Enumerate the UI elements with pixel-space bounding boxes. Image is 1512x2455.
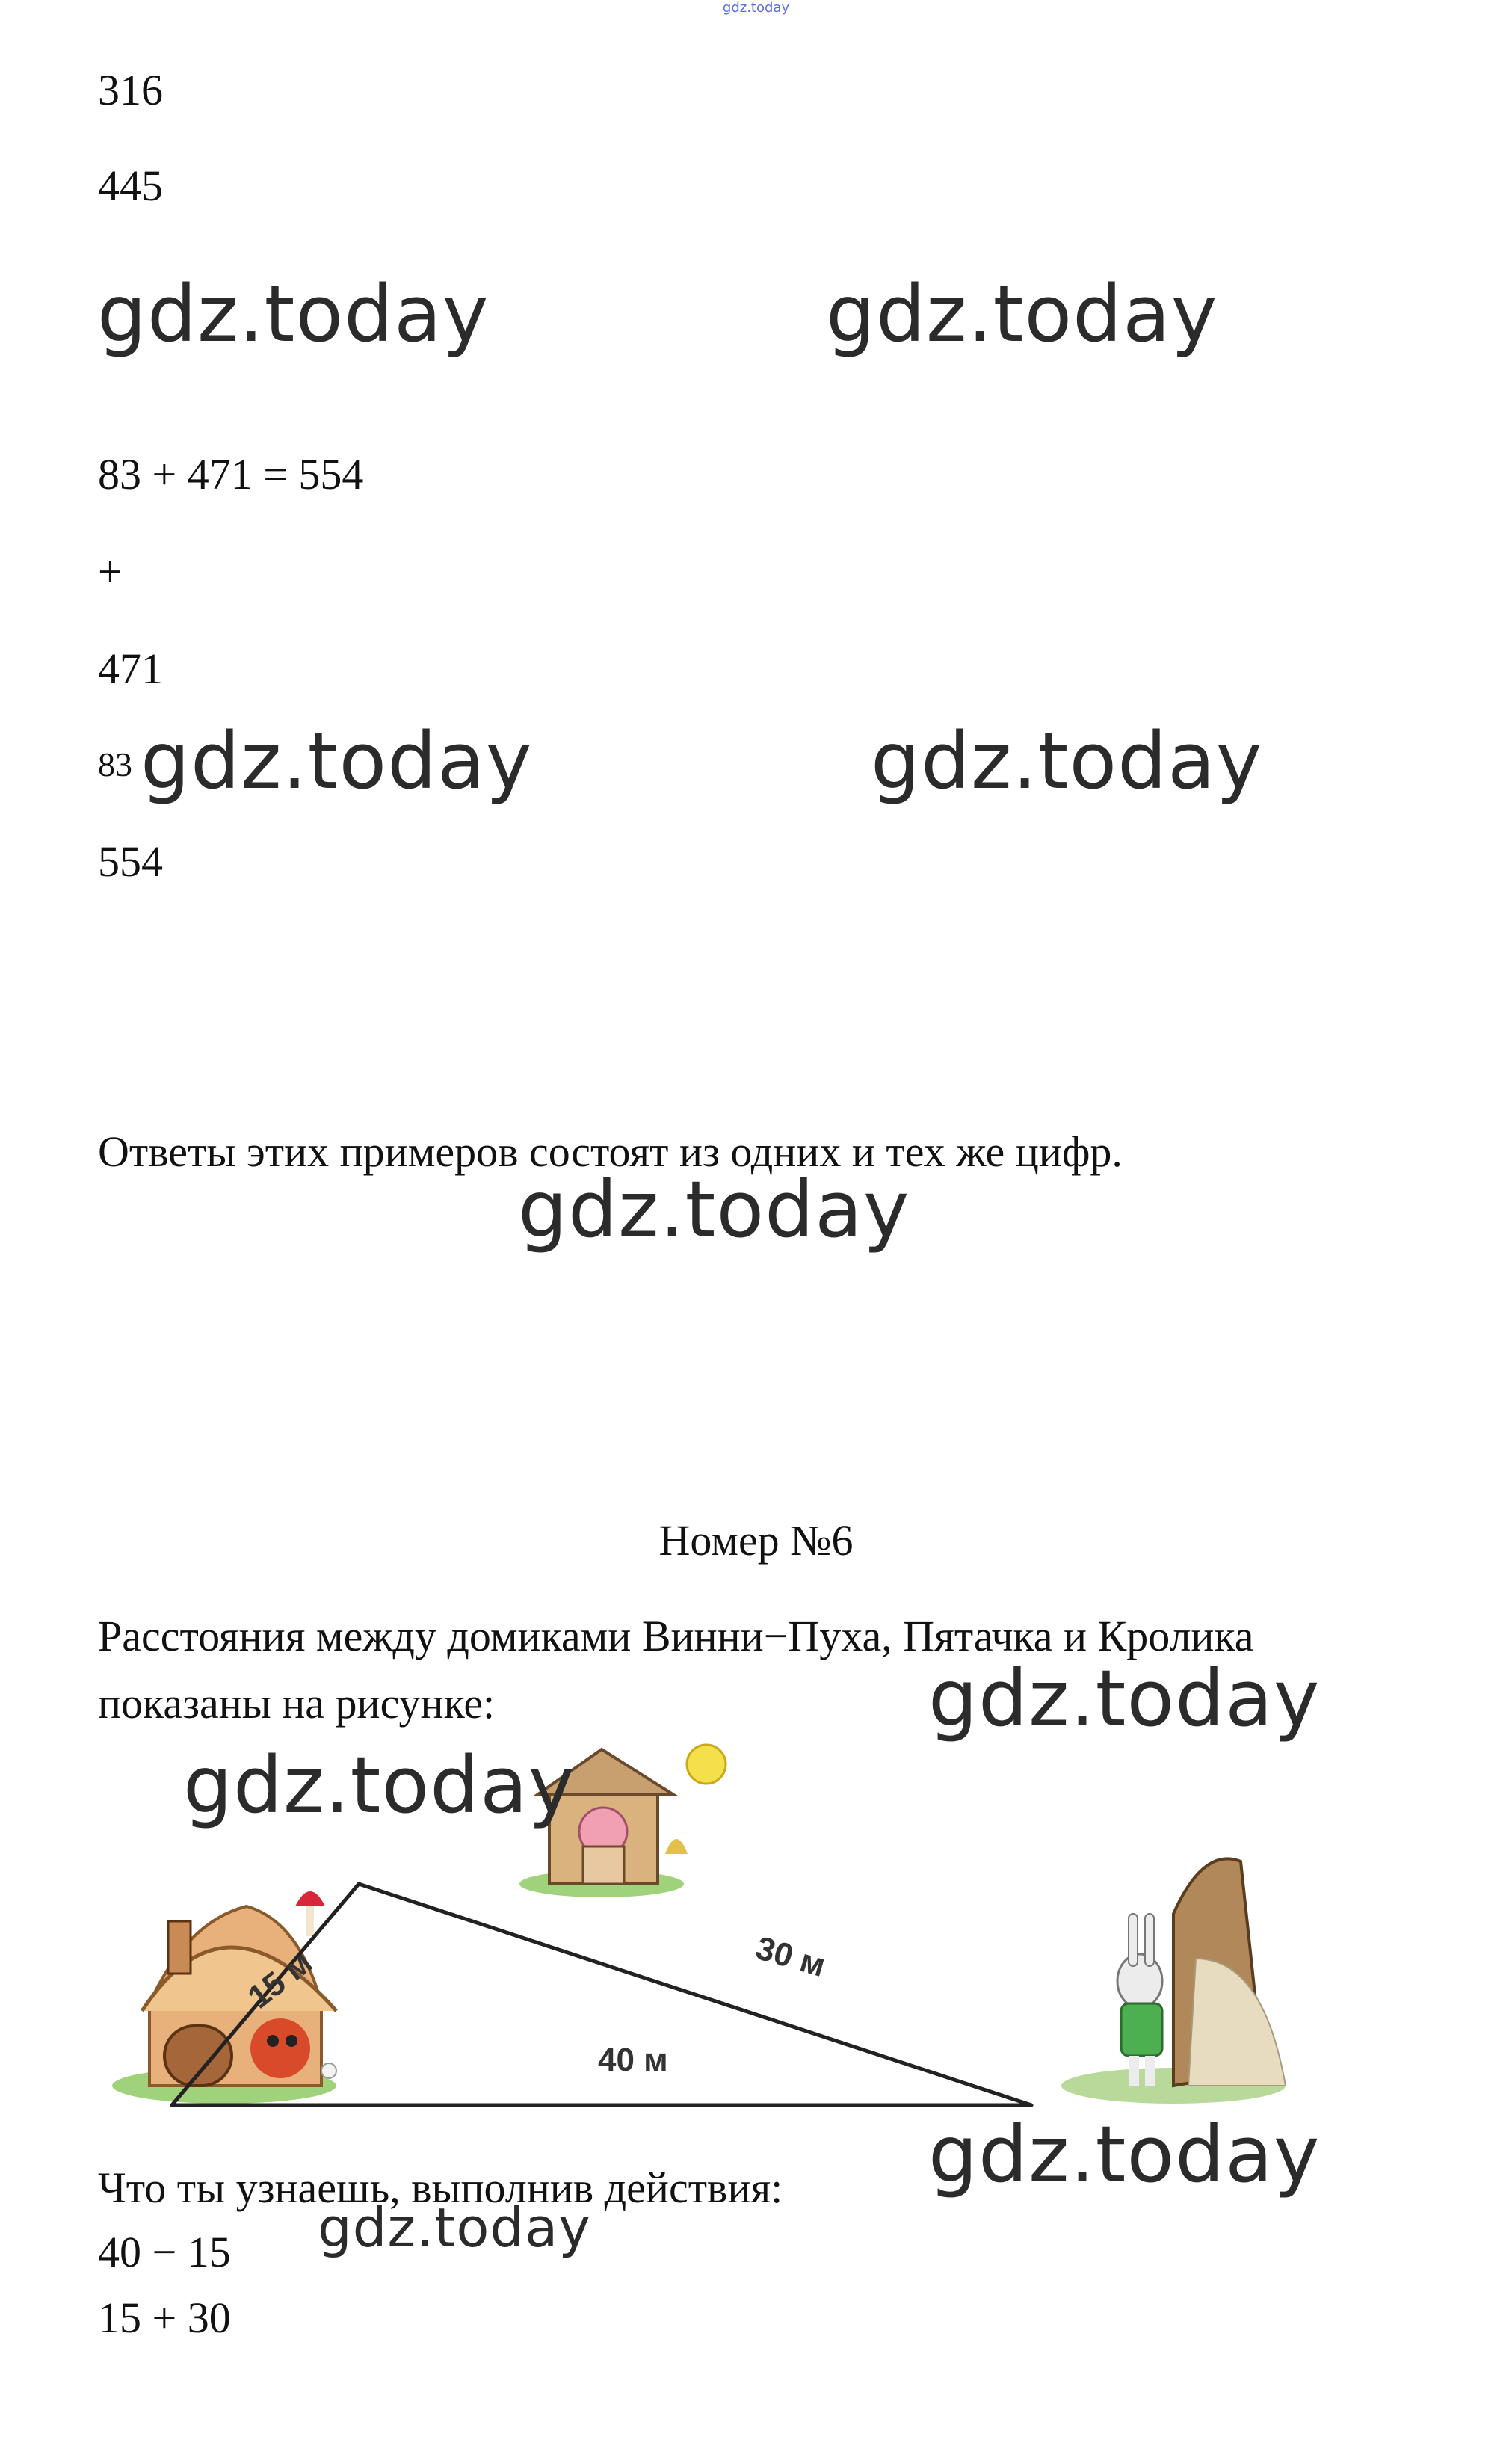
header-watermark: gdz.today [722, 0, 790, 16]
watermark: gdz.today [183, 1740, 576, 1831]
rabbit-house-illustration [1061, 1858, 1286, 2104]
question-text: Что ты узнаешь, выполнив действия: [98, 2163, 783, 2212]
label-15m: 15 м [241, 1944, 319, 2016]
label-30m: 30 м [752, 1929, 830, 1985]
watermark: gdz.today [928, 1653, 1321, 1744]
watermark: gdz.today [141, 715, 533, 807]
watermark: gdz.today [826, 268, 1218, 360]
expression-1: 40 − 15 [98, 2228, 231, 2276]
answer-note: Ответы этих примеров состоят из одних и тех же цифр. [98, 1127, 1123, 1176]
number-471: 471 [98, 644, 163, 693]
watermark: gdz.today [318, 2196, 591, 2259]
number-554: 554 [98, 837, 163, 886]
label-40m: 40 м [598, 2042, 668, 2078]
equation: 83 + 471 = 554 [98, 450, 364, 499]
task-text-line2: показаны на рисунке: [98, 1679, 496, 1728]
watermark: gdz.today [871, 715, 1263, 807]
expression-2: 15 + 30 [98, 2294, 231, 2342]
plus-sign: + [98, 547, 123, 596]
task-text-line1: Расстояния между домиками Винни−Пуха, Пятачка и Кролика [98, 1612, 1254, 1660]
watermark: gdz.today [928, 2109, 1321, 2200]
watermark: gdz.today [97, 268, 490, 360]
number-316: 316 [98, 66, 163, 114]
number-445: 445 [98, 161, 163, 210]
section-title: Номер №6 [658, 1516, 854, 1565]
watermark: gdz.today [518, 1164, 910, 1255]
pooh-house-illustration [112, 1891, 336, 2104]
number-83: 83 [98, 745, 132, 783]
